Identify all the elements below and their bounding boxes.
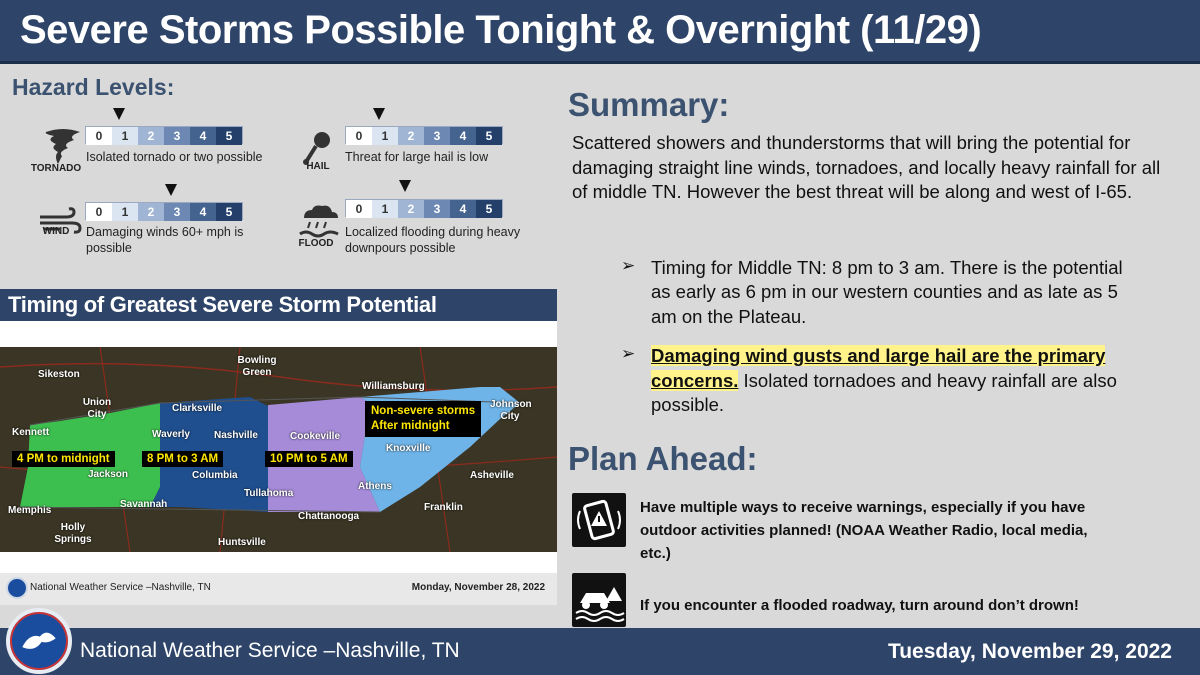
city-tullahoma: Tullahoma <box>244 488 294 499</box>
footer-date: Tuesday, November 29, 2022 <box>887 640 1172 663</box>
city-williamsburg: Williamsburg <box>362 381 425 392</box>
city-knoxville: Knoxville <box>386 443 431 454</box>
city-union-city: Union City <box>82 397 112 420</box>
city-johnson-city: Johnson City <box>490 399 532 422</box>
plan-item1-line2: outdoor activities planned! (NOAA Weather Radio, local media, <box>640 522 1088 539</box>
tornado-level-marker <box>113 108 125 120</box>
timing-footer <box>0 573 557 605</box>
timing-bullet-line1: Timing for Middle TN: 8 pm to 3 am. There is the potential <box>651 257 1123 278</box>
concerns-bullet-line1 <box>651 344 1105 369</box>
hazard-levels-title: Hazard Levels: <box>12 74 175 100</box>
phone-alert-icon <box>572 493 626 547</box>
timing-footer-date: Monday, November 28, 2022 <box>411 582 545 593</box>
city-cookeville: Cookeville <box>290 431 341 442</box>
tornado-scale: 0 1 2 3 4 5 <box>85 126 243 144</box>
plan-item2: If you encounter a flooded roadway, turn around don’t drown! <box>640 597 1079 614</box>
plan-ahead-title: Plan Ahead: <box>568 440 758 477</box>
timing-panel <box>0 289 557 605</box>
city-athens: Athens <box>358 481 392 492</box>
timing-bullet-line3: am on the Plateau. <box>651 306 807 327</box>
plan-item1-line1: Have multiple ways to receive warnings, especially if you have <box>640 499 1086 516</box>
wind-description-line1: Damaging winds 60+ mph is <box>86 225 244 239</box>
wind-scale: 0 1 2 3 4 5 <box>85 202 243 220</box>
timing-footer-office: National Weather Service –Nashville, TN <box>30 582 211 593</box>
hail-label: HAIL <box>306 161 330 172</box>
city-kennett: Kennett <box>12 427 50 438</box>
timing-title: Timing of Greatest Severe Storm Potential <box>8 292 437 317</box>
city-holly-springs: Holly Springs <box>54 522 92 545</box>
concerns-highlight-2: concerns. <box>651 370 739 391</box>
header-bar <box>0 0 1200 64</box>
city-sikeston: Sikeston <box>38 369 80 380</box>
flood-description-line1: Localized flooding during heavy <box>345 225 521 239</box>
timing-header <box>0 289 557 321</box>
concerns-rest: Isolated tornadoes and heavy rainfall are also <box>743 370 1117 391</box>
city-jackson: Jackson <box>88 469 129 480</box>
timing-label-west: 4 PM to midnight <box>12 451 115 467</box>
timing-label-middle: 8 PM to 3 AM <box>142 451 223 467</box>
city-columbia: Columbia <box>192 470 238 481</box>
wind-level-marker <box>165 184 177 196</box>
footer-bar <box>0 628 1200 675</box>
city-nashville: Nashville <box>214 430 258 441</box>
wind-label: WIND <box>42 226 70 237</box>
concerns-bullet-line3: possible. <box>651 394 725 415</box>
city-bowling-green: Bowling Green <box>237 355 277 378</box>
page-title: Severe Storms Possible Tonight & Overnight (11/29) <box>20 8 982 52</box>
bullet-arrow-icon: ➢ <box>621 256 636 275</box>
wind-description-line2: possible <box>86 241 132 255</box>
flood-label: FLOOD <box>298 238 334 249</box>
wind-icon <box>36 196 82 248</box>
nonsevere-line2: After midnight <box>371 420 450 432</box>
city-savannah: Savannah <box>120 499 168 510</box>
flood-level-marker <box>399 180 411 192</box>
timing-bullet-line2: as early as 6 pm in our western counties and as late as 5 <box>651 281 1118 302</box>
city-franklin: Franklin <box>424 502 463 513</box>
hail-scale: 0 1 2 3 4 5 <box>345 126 503 144</box>
tornado-label: TORNADO <box>30 163 82 174</box>
timing-label-east: 10 PM to 5 AM <box>265 451 353 467</box>
nws-small-logo <box>6 577 28 599</box>
city-huntsville: Huntsville <box>218 537 266 548</box>
summary-title: Summary: <box>568 86 730 123</box>
footer-office: National Weather Service –Nashville, TN <box>80 639 460 662</box>
city-chattanooga: Chattanooga <box>298 511 360 522</box>
plan-item1-line3: etc.) <box>640 545 671 562</box>
nws-logo <box>6 608 72 674</box>
city-asheville: Asheville <box>470 470 514 481</box>
timing-label-nonsevere <box>365 401 481 437</box>
city-memphis: Memphis <box>8 505 52 516</box>
nonsevere-line1: Non-severe storms <box>371 405 476 417</box>
bullet-arrow-icon: ➢ <box>621 344 636 363</box>
tornado-description: Isolated tornado or two possible <box>86 150 263 164</box>
flooded-car-icon <box>572 573 626 627</box>
hail-description: Threat for large hail is low <box>345 150 489 164</box>
city-clarksville: Clarksville <box>172 403 223 414</box>
city-waverly: Waverly <box>152 429 190 440</box>
concerns-bullet-line2 <box>651 369 1117 394</box>
flood-description-line2: downpours possible <box>345 241 456 255</box>
timing-map <box>0 347 557 552</box>
flood-scale: 0 1 2 3 4 5 <box>345 199 503 217</box>
concerns-highlight-1: Damaging wind gusts and large hail are the primary <box>651 345 1106 366</box>
summary-text: Scattered showers and thunderstorms that will bring the potential for damaging straight line winds, tornadoes, and locally heavy rainfall for all of middle TN. However the best threat will be along and west of I-65. <box>572 132 1161 202</box>
hail-level-marker <box>373 108 385 120</box>
